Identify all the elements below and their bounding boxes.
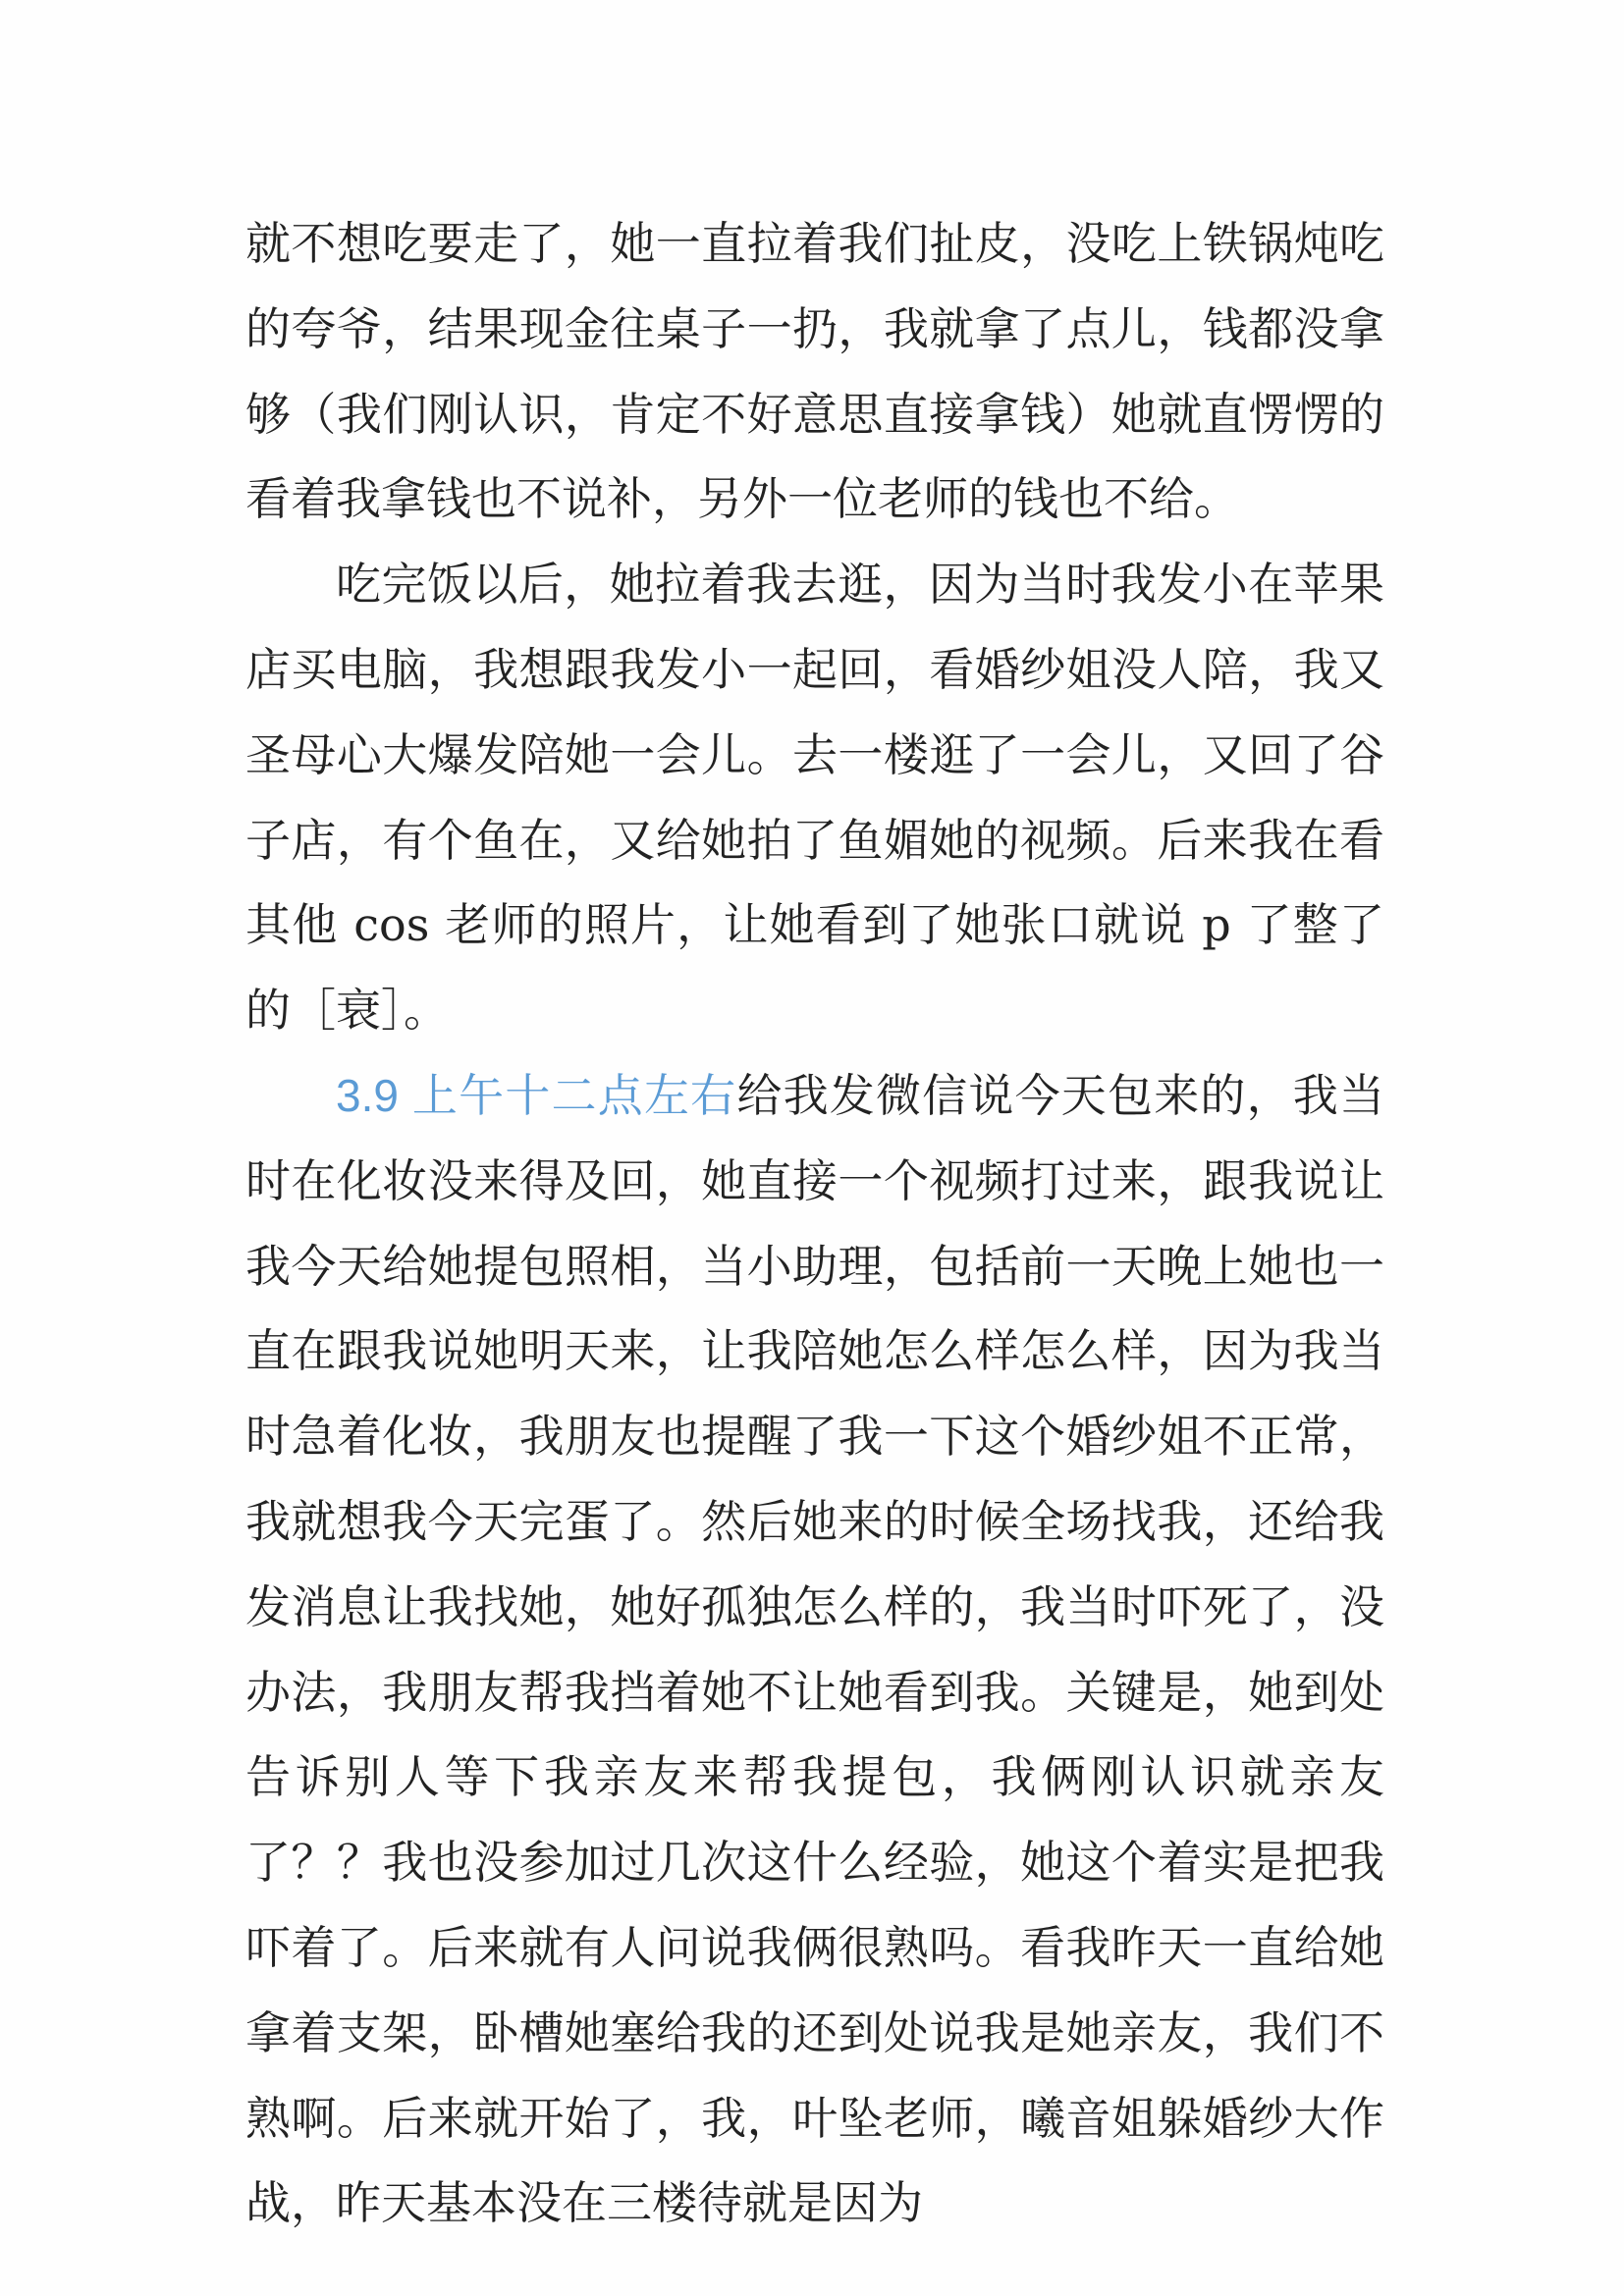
paragraph-3-text: 给我发微信说今天包来的，我当时在化妆没来得及回，她直接一个视频打过来，跟我说让我今天给她提包照相，当小助理，包括前一天晚上她也一直在跟我说她明天来，让我陪她怎么样怎么样，因为我当时急着化妆，我朋友也提醒了我一下这个婚纱姐不正常，我就想我今天完蛋了。然后她来的时候全场找我，还给我发消息让我找她，她好孤独怎么样的，我当时吓死了，没办法，我朋友帮我挡着她不让她看到我。关键是，她到处告诉别人等下我亲友来帮我提包，我俩刚认识就亲友了？？我也没参加过几次这什么经验，她这个着实是把我吓着了。后来就有人问说我俩很熟吗。看我昨天一直给她拿着支架，卧槽她塞给我的还到处说我是她亲友，我们不熟啊。后来就开始了，我，叶坠老师，曦音姐躲婚纱大作战，昨天基本没在三楼待就是因为: [245, 1068, 1384, 2230]
paragraph-1: 就不想吃要走了，她一直拉着我们扯皮，没吃上铁锅炖吃的夸爷，结果现金往桌子一扔，我就拿了点儿，钱都没拿够（我们刚认识，肯定不好意思直接拿钱）她就直愣愣的看着我拿钱也不说补，另外一位老师的钱也不给。: [245, 217, 1384, 526]
time-highlight: 3.9 上午十二点左右: [336, 1069, 737, 1121]
document-body: [245, 201, 1384, 2246]
paragraph-3: [245, 1053, 1384, 2246]
paragraph-2: 吃完饭以后，她拉着我去逛，因为当时我发小在苹果店买电脑，我想跟我发小一起回，看婚纱姐没人陪，我又圣母心大爆发陪她一会儿。去一楼逛了一会儿，又回了谷子店，有个鱼在，又给她拍了鱼媚她的视频。后来我在看其他 cos 老师的照片，让她看到了她张口就说 p 了整了的［衰］。: [245, 558, 1384, 1038]
